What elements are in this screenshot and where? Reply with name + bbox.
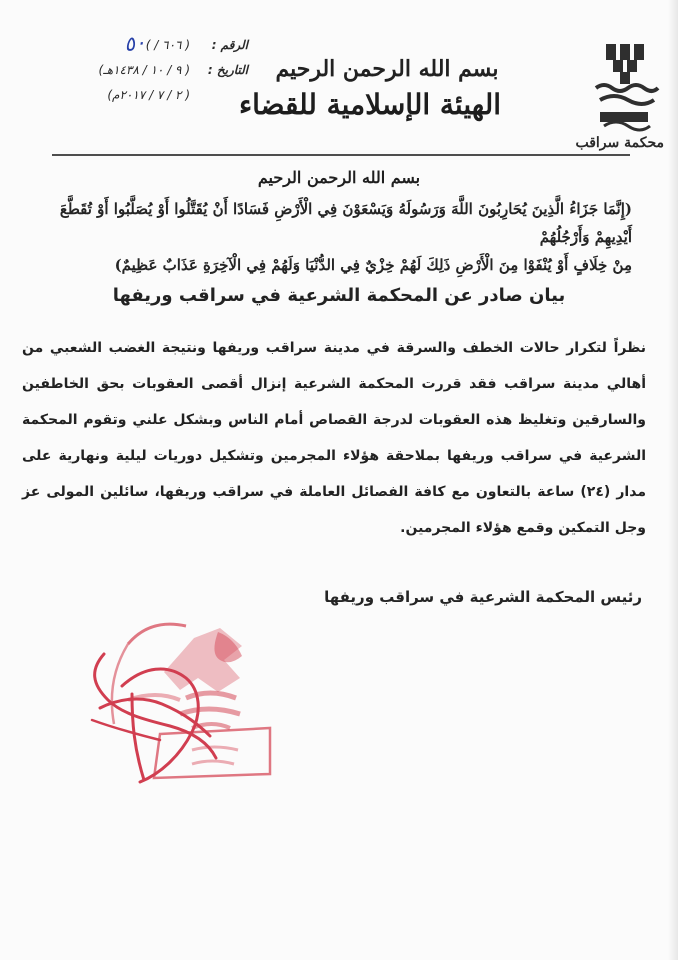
organization-logo xyxy=(586,44,664,134)
quran-basmala: بسم الله الرحمن الرحيم xyxy=(257,168,421,187)
hijri-date: ( ٩ / ١٠ / ١٤٣٨هـ) xyxy=(98,63,190,77)
gregorian-date: ( ٢ / ٧ / ٢٠١٧م) xyxy=(107,88,190,102)
statement-body: نظراً لتكرار حالات الخطف والسرقة في مدينة سراقب وريفها ونتيجة الغضب الشعبي من أهالي مدينة سراقب فقد قررت المحكمة الشرعية إنزال أقصى العقوبات بحق الخاطفين والسارقين وتغليظ هذه العقوبات لدرجة القصاص أمام الناس وبشكل علني وتقوم المحكمة الشرعية في سراقب وريفها بملاحقة هؤلاء المجرمين وتشكيل دوريات ليلية ونهارية على مدار (٢٤) ساعة بالتعاون مع كافة الفصائل العاملة في سراقب وريفها، سائلين المولى عز وجل التمكين وقمع هؤلاء المجرمين. xyxy=(22,340,646,536)
statement-title: بيان صادر عن المحكمة الشرعية في سراقب وريفها xyxy=(112,285,566,306)
handwritten-signature xyxy=(74,630,224,790)
quran-line-1: (إِنَّمَا جَزَاءُ الَّذِينَ يُحَارِبُونَ اللَّهَ وَرَسُولَهُ وَيَسْعَوْنَ فِي الْأَرْضِ فَسَادًا أَنْ يُقَتَّلُوا أَوْ يُصَلَّبُوا أَوْ تُقَطَّعَ أَيْدِيهِمْ وَأَرْجُلُهُمْ xyxy=(59,200,632,246)
reference-number-row xyxy=(68,29,248,63)
signature-title: رئيس المحكمة الشرعية في سراقب وريفها xyxy=(324,588,642,606)
hijri-date-row xyxy=(68,63,248,88)
signature-stroke-icon xyxy=(74,630,224,790)
quran-verse xyxy=(52,195,632,279)
reference-handwritten: ٥٠ xyxy=(121,29,147,57)
reference-label: الرقم : xyxy=(211,38,248,52)
logo-mark-icon xyxy=(586,44,664,134)
date-label: التاريخ : xyxy=(207,63,248,77)
header-divider xyxy=(52,154,630,156)
court-label: محكمة سراقب xyxy=(575,135,664,151)
header-organization: الهيئة الإسلامية للقضاء xyxy=(238,88,502,121)
header-bismillah: بسم الله الرحمن الرحيم xyxy=(275,56,499,82)
scan-edge-shadow xyxy=(668,0,678,960)
reference-value: ( ٦٠٦ / ) xyxy=(145,38,190,52)
quran-line-2: مِنْ خِلَافٍ أَوْ يُنْفَوْا مِنَ الْأَرْضِ ذَلِكَ لَهُمْ خِزْيٌ فِي الدُّنْيَا وَلَهُمْ فِي الْآخِرَةِ عَذَابٌ عَظِيمٌ) xyxy=(114,256,632,274)
